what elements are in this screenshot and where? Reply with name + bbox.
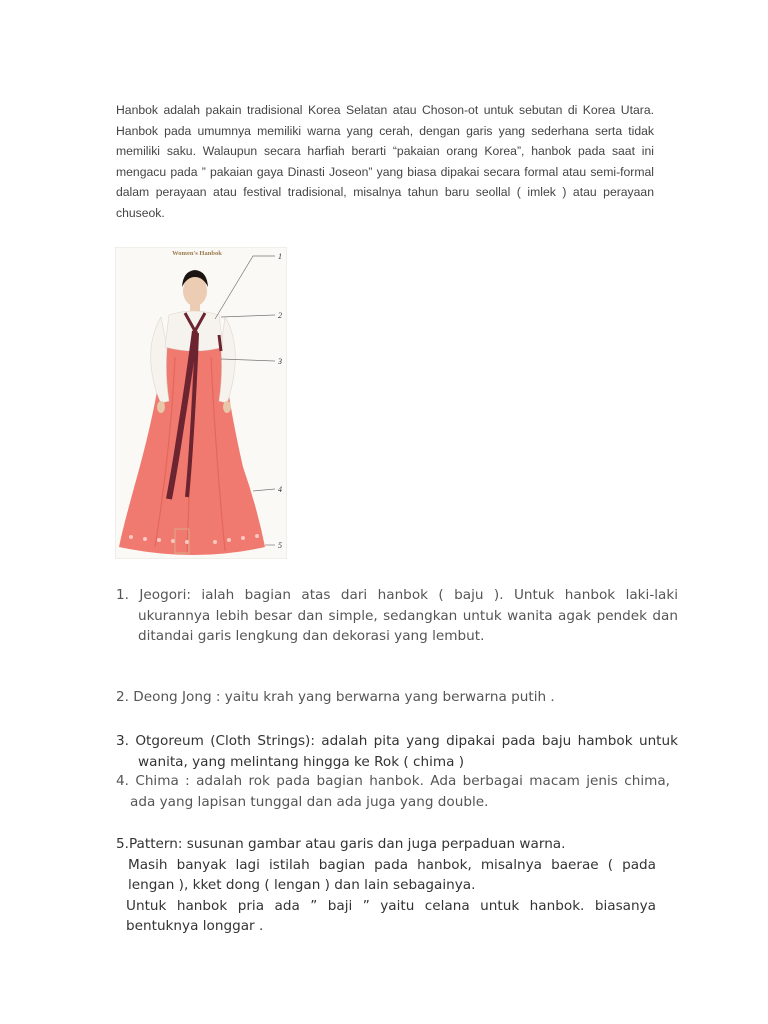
figure-label-1: 1 [278, 252, 282, 261]
list-item-text: 1. Jeogori: ialah bagian atas dari hanbok ( baju ). Untuk hanbok laki-laki ukurannya lebih besar dan simple, sedangkan untuk wanita agak pendek dan ditandai garis lengkung dan dekorasi yang lembut. [116, 587, 678, 644]
list-item-otgoreum [116, 731, 678, 772]
intro-paragraph [116, 100, 654, 224]
list-item-text: 4. Chima : adalah rok pada bagian hanbok. Ada berbagai macam jenis chima, ada yang lapisan tunggal dan ada juga yang double. [116, 773, 670, 810]
closing-paragraph-1: Masih banyak lagi istilah bagian pada hanbok, misalnya baerae ( pada lengan ), kket dong ( lengan ) dan lain sebagainya. [128, 856, 656, 893]
list-item-jeogori [116, 585, 678, 647]
list-item-deong-jong [116, 687, 656, 708]
figure-label-2: 2 [278, 311, 282, 320]
hanbok-illustration [115, 247, 287, 559]
figure-label-3: 3 [278, 357, 282, 366]
hanbok-figure [115, 247, 287, 559]
list-item-text: 3. Otgoreum (Cloth Strings): adalah pita yang dipakai pada baju hambok untuk wanita, yang melintang hingga ke Rok ( chima ) [116, 733, 678, 770]
figure-label-5: 5 [278, 541, 282, 550]
list-item-pattern [116, 834, 656, 937]
figure-title: Women's Hanbok [172, 250, 222, 257]
intro-text: Hanbok adalah pakain tradisional Korea Selatan atau Choson-ot untuk sebutan di Korea Utara. Hanbok pada umumnya memiliki warna yang cerah, dengan garis yang sederhana serta tidak memiliki saku. Walaupun secara harfiah berarti “pakaian orang Korea”, hanbok pada saat ini mengacu pada ” pakaian gaya Dinasti Joseon” yang biasa dipakai secara formal atau semi-formal dalam perayaan atau festival tradisional, misalnya tahun baru seollal ( imlek ) atau perayaan chuseok. [116, 103, 654, 220]
closing-paragraph-2: Untuk hanbok pria ada ” baji ” yaitu celana untuk hanbok. biasanya bentuknya longgar . [126, 897, 656, 934]
figure-label-4: 4 [278, 485, 282, 494]
list-item-text: 2. Deong Jong : yaitu krah yang berwarna yang berwarna putih . [116, 689, 555, 705]
list-item-chima [116, 771, 670, 812]
list-item-text: 5.Pattern: susunan gambar atau garis dan juga perpaduan warna. [116, 836, 566, 852]
